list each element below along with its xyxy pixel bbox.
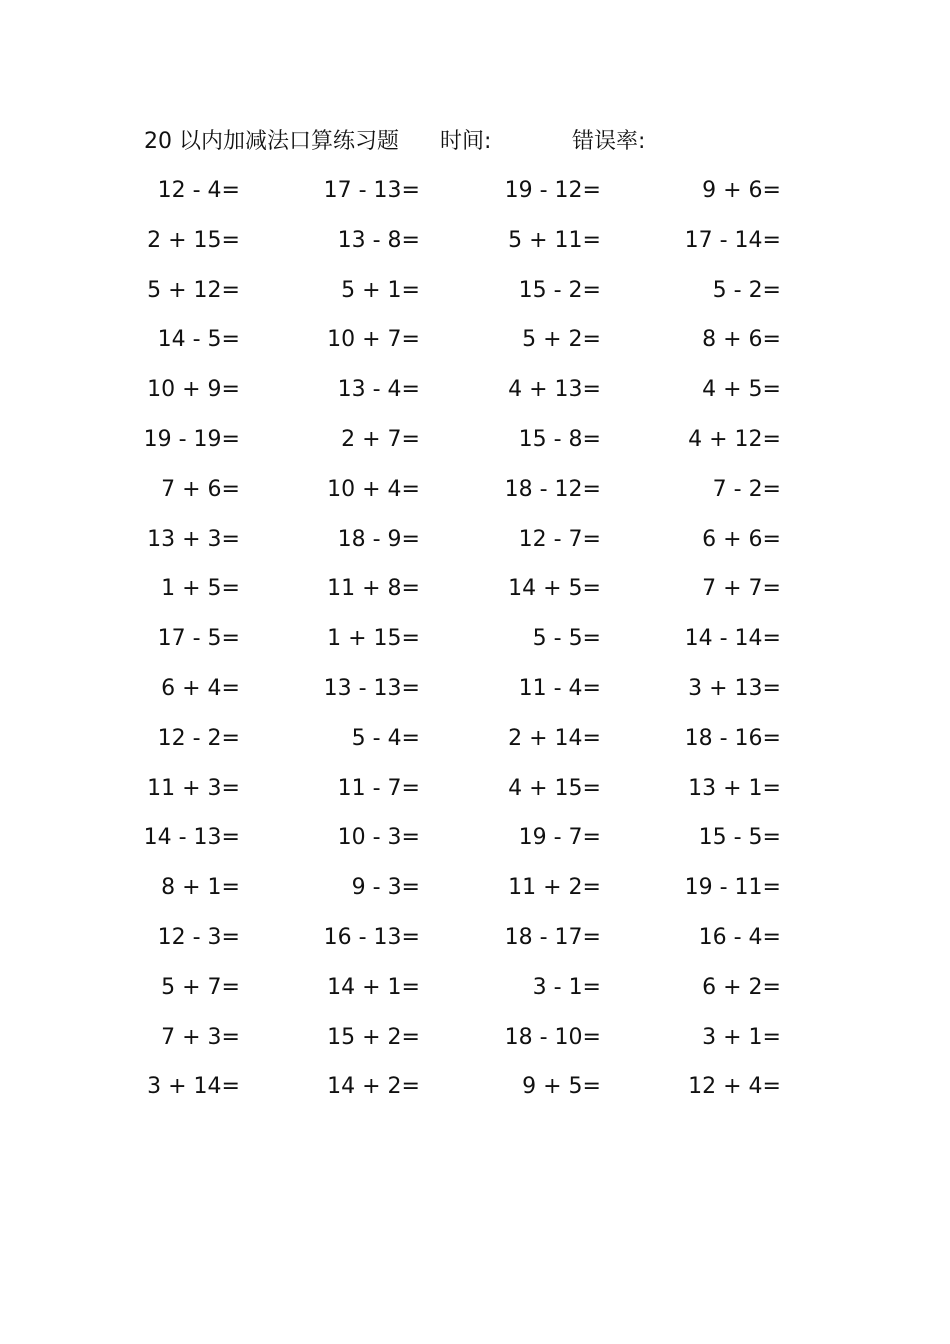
problem-cell: 19 - 19= [143,426,240,452]
time-label: 时间: [440,129,492,154]
problem-cell: 10 + 4= [327,476,420,502]
problem-cell: 5 - 2= [712,277,781,303]
problem-cell: 7 + 3= [161,1024,240,1050]
problem-cell: 9 - 3= [351,875,420,901]
problem-row [0,818,950,868]
worksheet-header [0,124,950,160]
problem-cell: 18 - 17= [504,924,601,950]
problem-cell: 5 - 4= [351,725,420,751]
problem-cell: 8 + 6= [702,327,781,353]
problem-cell: 13 - 8= [337,227,420,253]
problem-cell: 12 - 2= [157,725,240,751]
problem-row [0,420,950,470]
problem-cell: 14 + 1= [327,974,420,1000]
problem-row [0,271,950,321]
problem-row [0,569,950,619]
problem-row [0,769,950,819]
problem-cell: 5 + 7= [161,974,240,1000]
problem-cell: 3 + 1= [702,1024,781,1050]
problem-cell: 1 + 15= [327,626,420,652]
problem-cell: 12 - 3= [157,924,240,950]
problem-cell: 11 - 7= [337,775,420,801]
problem-cell: 5 - 5= [532,626,601,652]
problem-row [0,868,950,918]
problem-cell: 4 + 15= [508,775,601,801]
problem-cell: 5 + 12= [147,277,240,303]
problem-row [0,719,950,769]
problem-cell: 2 + 15= [147,227,240,253]
problem-cell: 13 + 3= [147,526,240,552]
problem-cell: 12 - 7= [518,526,601,552]
problem-cell: 11 + 2= [508,875,601,901]
problem-cell: 18 - 16= [684,725,781,751]
problem-cell: 18 - 9= [337,526,420,552]
problem-cell: 18 - 10= [504,1024,601,1050]
problem-cell: 14 - 5= [157,327,240,353]
problem-cell: 17 - 13= [323,178,420,203]
problem-cell: 15 - 5= [698,825,781,851]
problem-row [0,171,950,221]
problem-cell: 4 + 13= [508,377,601,403]
problem-cell: 11 - 4= [518,675,601,701]
problem-cell: 18 - 12= [504,476,601,502]
problem-grid [0,171,950,1117]
problem-cell: 14 + 5= [508,576,601,602]
problem-row [0,221,950,271]
problem-row [0,1018,950,1068]
problem-cell: 3 - 1= [532,974,601,1000]
problem-cell: 15 - 2= [518,277,601,303]
problem-row [0,470,950,520]
problem-row [0,1067,950,1117]
problem-cell: 11 + 3= [147,775,240,801]
problem-cell: 12 - 4= [157,178,240,203]
problem-cell: 7 + 7= [702,576,781,602]
error-rate-label: 错误率: [572,129,646,154]
problem-row [0,320,950,370]
problem-row [0,669,950,719]
problem-cell: 5 + 2= [522,327,601,353]
problem-cell: 17 - 5= [157,626,240,652]
problem-cell: 9 + 6= [702,178,781,203]
problem-cell: 17 - 14= [684,227,781,253]
problem-cell: 14 - 14= [684,626,781,652]
problem-cell: 13 - 4= [337,377,420,403]
problem-cell: 14 - 13= [143,825,240,851]
problem-cell: 19 - 12= [504,178,601,203]
problem-row [0,619,950,669]
problem-cell: 3 + 13= [688,675,781,701]
problem-cell: 7 + 6= [161,476,240,502]
problem-cell: 10 + 7= [327,327,420,353]
worksheet-title: 20 以内加减法口算练习题 [144,129,399,154]
problem-cell: 3 + 14= [147,1074,240,1100]
problem-cell: 5 + 11= [508,227,601,253]
problem-cell: 2 + 14= [508,725,601,751]
problem-cell: 12 + 4= [688,1074,781,1100]
problem-cell: 19 - 7= [518,825,601,851]
problem-cell: 1 + 5= [161,576,240,602]
problem-cell: 8 + 1= [161,875,240,901]
problem-cell: 9 + 5= [522,1074,601,1100]
problem-cell: 6 + 6= [702,526,781,552]
problem-cell: 15 + 2= [327,1024,420,1050]
problem-cell: 6 + 4= [161,675,240,701]
problem-cell: 19 - 11= [684,875,781,901]
problem-cell: 10 + 9= [147,377,240,403]
problem-cell: 4 + 12= [688,426,781,452]
problem-row [0,370,950,420]
problem-row [0,968,950,1018]
problem-cell: 16 - 13= [323,924,420,950]
problem-cell: 7 - 2= [712,476,781,502]
problem-cell: 4 + 5= [702,377,781,403]
problem-cell: 11 + 8= [327,576,420,602]
problem-cell: 10 - 3= [337,825,420,851]
problem-cell: 6 + 2= [702,974,781,1000]
problem-cell: 13 + 1= [688,775,781,801]
problem-cell: 5 + 1= [341,277,420,303]
problem-cell: 16 - 4= [698,924,781,950]
problem-cell: 15 - 8= [518,426,601,452]
problem-cell: 13 - 13= [323,675,420,701]
problem-cell: 2 + 7= [341,426,420,452]
problem-row [0,918,950,968]
problem-cell: 14 + 2= [327,1074,420,1100]
problem-row [0,520,950,570]
